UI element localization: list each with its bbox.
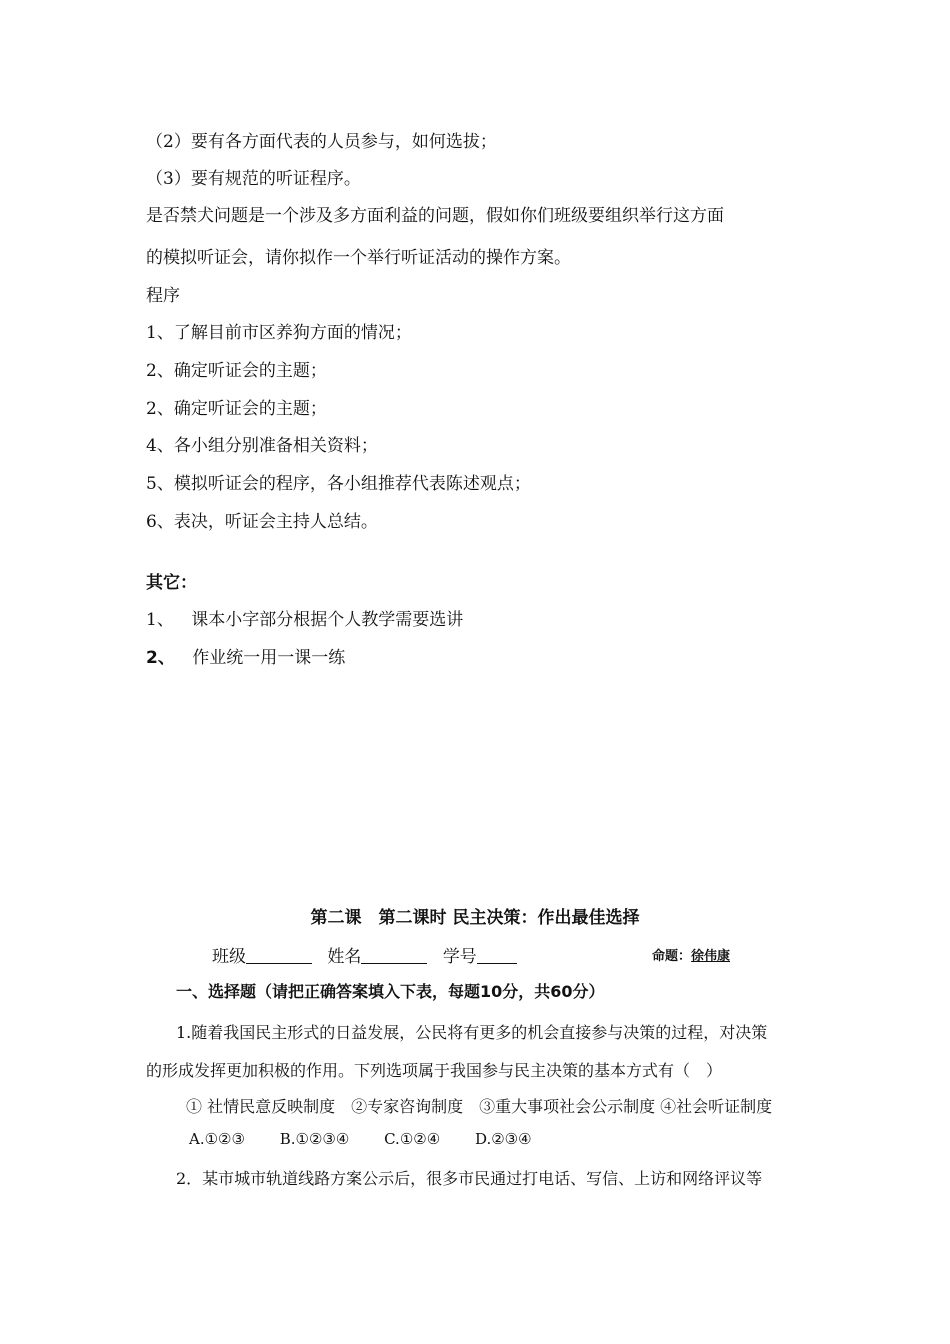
number-label: 学号 <box>442 947 477 967</box>
program-step: 2、确定听证会的主题； <box>146 399 327 419</box>
author-label: 命题： <box>652 949 692 964</box>
option-d[interactable]: D.②③④ <box>474 1130 532 1148</box>
question-1-options <box>189 1130 532 1148</box>
option-a[interactable]: A.①②③ <box>189 1130 245 1148</box>
other-item-1-number: 1、 <box>146 610 174 630</box>
option-c[interactable]: C.①②④ <box>384 1130 441 1148</box>
program-label: 程序 <box>146 286 180 306</box>
number-blank[interactable] <box>477 947 517 964</box>
task-paragraph-line-1: 是否禁犬问题是一个涉及多方面利益的问题，假如你们班级要组织举行这方面 <box>146 206 724 226</box>
program-step: 4、各小组分别准备相关资料； <box>146 436 378 456</box>
author-name: 徐伟康 <box>691 949 731 964</box>
program-step: 6、表决，听证会主持人总结。 <box>146 512 378 532</box>
other-item-1-text: 课本小字部分根据个人教学需要选讲 <box>191 610 464 630</box>
question-1-statements: ① 社情民意反映制度 ②专家咨询制度 ③重大事项社会公示制度 ④社会听证制度 <box>186 1097 773 1116</box>
other-item-2-number: 2、 <box>146 648 175 668</box>
other-item-1 <box>146 605 463 630</box>
program-step: 5、模拟听证会的程序，各小组推荐代表陈述观点； <box>146 474 531 494</box>
option-b[interactable]: B.①②③④ <box>279 1130 350 1148</box>
worksheet-title: 第二课 第二课时 民主决策：作出最佳选择 <box>310 908 640 928</box>
other-item-2-text: 作业统一用一课一练 <box>192 648 346 668</box>
question-2-line-1: 2．某市城市轨道线路方案公示后，很多市民通过打电话、写信、上访和网络评议等 <box>176 1169 763 1188</box>
question-1-line-1: 1.随着我国民主形式的日益发展，公民将有更多的机会直接参与决策的过程，对决策 <box>176 1023 768 1042</box>
class-blank[interactable] <box>246 947 312 964</box>
name-blank[interactable] <box>361 947 427 964</box>
class-label: 班级 <box>212 947 246 967</box>
program-step: 2、确定听证会的主题； <box>146 361 327 381</box>
task-paragraph-line-2: 的模拟听证会，请你拟作一个举行听证活动的操作方案。 <box>146 248 571 268</box>
requirement-2: （2）要有各方面代表的人员参与，如何选拔； <box>146 132 497 152</box>
question-1-line-2: 的形成发挥更加积极的作用。下列选项属于我国参与民主决策的基本方式有（ ） <box>146 1061 723 1080</box>
requirement-3: （3）要有规范的听证程序。 <box>146 169 361 189</box>
other-item-2 <box>146 643 345 668</box>
section-heading: 一、选择题（请把正确答案填入下表，每题10分，共60分） <box>176 982 605 1001</box>
author-credit <box>652 945 730 964</box>
other-heading: 其它： <box>146 573 197 593</box>
student-info-row <box>212 942 517 967</box>
program-step: 1、了解目前市区养狗方面的情况； <box>146 323 412 343</box>
name-label: 姓名 <box>327 947 362 967</box>
